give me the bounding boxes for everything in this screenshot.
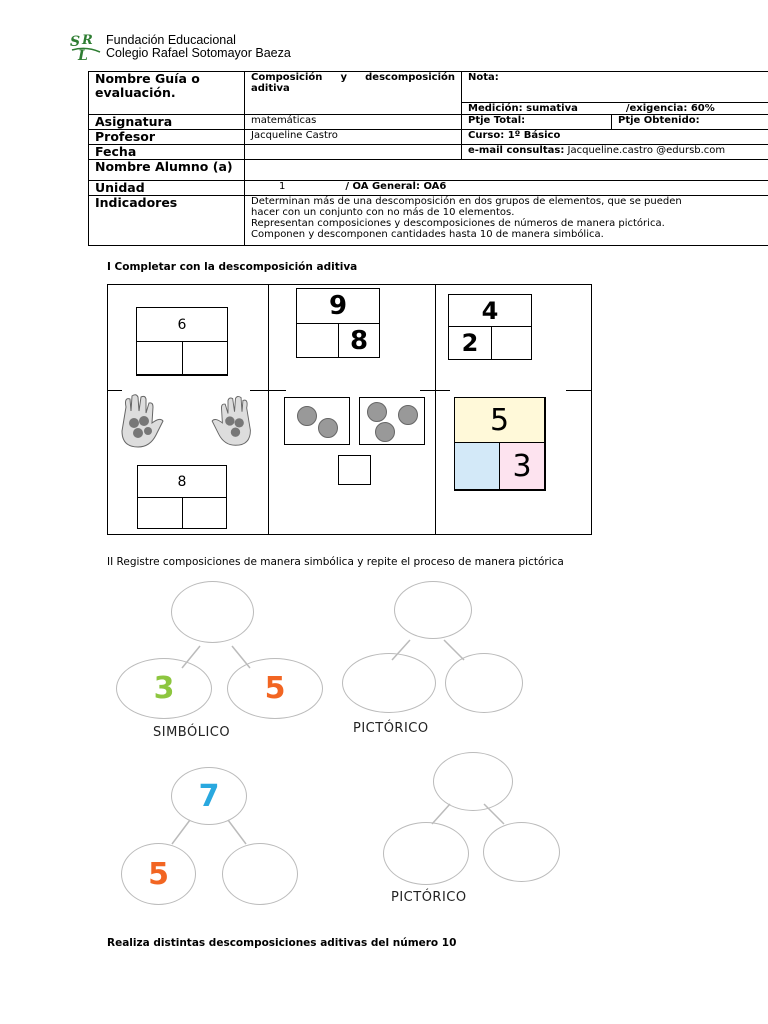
tree-right-circle: 5 [227,658,323,719]
number-bond-box [454,397,546,491]
indicadores-list [245,196,768,246]
tree-caption: PICTÓRICO [353,721,429,736]
school-logo-icon [68,32,104,62]
medicion-label: Medición: sumativa [468,103,578,114]
dot-set [359,397,425,445]
bond-part: 2 [448,326,492,360]
grid-divider [435,284,436,534]
tree-caption: PICTÓRICO [391,890,467,905]
dot-set [284,397,350,445]
counter-dot [375,422,395,442]
fecha-input[interactable] [245,145,462,160]
bond-whole: 6 [136,307,228,342]
tree-top-circle[interactable] [171,581,254,643]
bond-whole: 4 [448,294,532,327]
section-3-title: Realiza distintas descomposiciones aditivas del número 10 [107,937,457,949]
number-bond-box [296,288,380,358]
hand-icon [200,393,256,449]
tree-left-circle: 3 [116,658,212,719]
grid-tick [250,390,286,391]
fecha-label: Fecha [89,145,245,160]
indicador-item: Determinan más de una descomposición en dos grupos de elementos, que se pueden [251,196,682,207]
bond-part-input[interactable] [491,326,532,360]
school-line-2: Colegio Rafael Sotomayor Baeza [106,46,291,60]
counter-dot [318,418,338,438]
number-bond-box [137,465,227,529]
number-bond-box [448,294,532,360]
indicador-item: hacer con un conjunto con no más de 10 elementos. [251,207,515,218]
guide-name-label: Nombre Guía o evaluación. [89,72,245,115]
tree-top-circle[interactable] [433,752,513,811]
profesor-value: Jacqueline Castro [245,130,462,145]
bond-part-input[interactable] [454,442,500,490]
bond-whole: 8 [137,465,227,498]
tree-left-circle[interactable] [383,822,469,885]
svg-text:S: S [70,34,81,50]
unidad-value: 1 [279,181,286,192]
curso-label: Curso: 1º Básico [462,130,768,145]
bond-part: 8 [338,323,380,358]
section-2-title: II Registre composiciones de manera simbólica y repite el proceso de manera pictórica [107,556,564,568]
bond-part-input[interactable] [296,323,339,358]
hand-icon [116,393,176,449]
ptje-total-label[interactable]: Ptje Total: [462,115,612,130]
nota-field[interactable] [462,72,768,103]
exigencia-label: /exigencia: 60% [625,103,715,114]
nota-label: Nota: [468,72,499,83]
medicion-field [462,103,768,115]
indicadores-label: Indicadores [89,196,245,246]
asignatura-value: matemáticas [245,115,462,130]
oa-general-label: / OA General: OA6 [345,181,447,192]
grid-divider [268,284,269,534]
grid-tick [108,390,122,391]
ptje-obtenido-label[interactable]: Ptje Obtenido: [612,115,768,130]
school-line-1: Fundación Educacional [106,33,236,47]
tree-left-circle: 5 [121,843,196,905]
bond-part: 3 [499,442,545,490]
tree-right-circle[interactable] [483,822,560,882]
answer-box[interactable] [338,455,371,485]
unidad-row [245,181,768,196]
counter-dot [297,406,317,426]
tree-right-circle[interactable] [222,843,298,905]
grid-tick [420,390,450,391]
tree-top-circle: 7 [171,767,247,825]
school-name [106,34,291,60]
alumno-input[interactable] [245,160,768,181]
bond-part-input[interactable] [137,497,183,529]
decomposition-grid [107,284,592,535]
tree-left-circle[interactable] [342,653,436,713]
tree-caption: SIMBÓLICO [153,725,231,740]
bond-part-input[interactable] [136,341,183,376]
indicador-item: Componen y descomponen cantidades hasta 10 de manera simbólica. [251,229,604,240]
email-field [462,145,768,160]
profesor-label: Profesor [89,130,245,145]
bond-whole: 9 [296,288,380,324]
asignatura-label: Asignatura [89,115,245,130]
email-value: Jacqueline.castro @edursb.com [567,145,726,156]
svg-text:L: L [78,48,88,62]
bond-part-input[interactable] [182,497,227,529]
svg-text:R: R [82,33,93,48]
tree-right-circle[interactable] [445,653,523,713]
bond-part-input[interactable] [182,341,228,376]
guide-name-value: Composición y descomposición aditiva [245,72,462,115]
alumno-label: Nombre Alumno (a) [89,160,245,181]
counter-dot [398,405,418,425]
unidad-label: Unidad [89,181,245,196]
info-table [88,71,768,246]
email-label: e-mail consultas: [468,145,565,156]
number-bond-box [136,307,228,375]
grid-tick [566,390,591,391]
section-1-title: I Completar con la descomposición aditiva [107,261,358,273]
tree-top-circle[interactable] [394,581,472,639]
counter-dot [367,402,387,422]
indicador-item: Representan composiciones y descomposiciones de números de manera pictórica. [251,218,665,229]
bond-whole: 5 [454,397,545,443]
